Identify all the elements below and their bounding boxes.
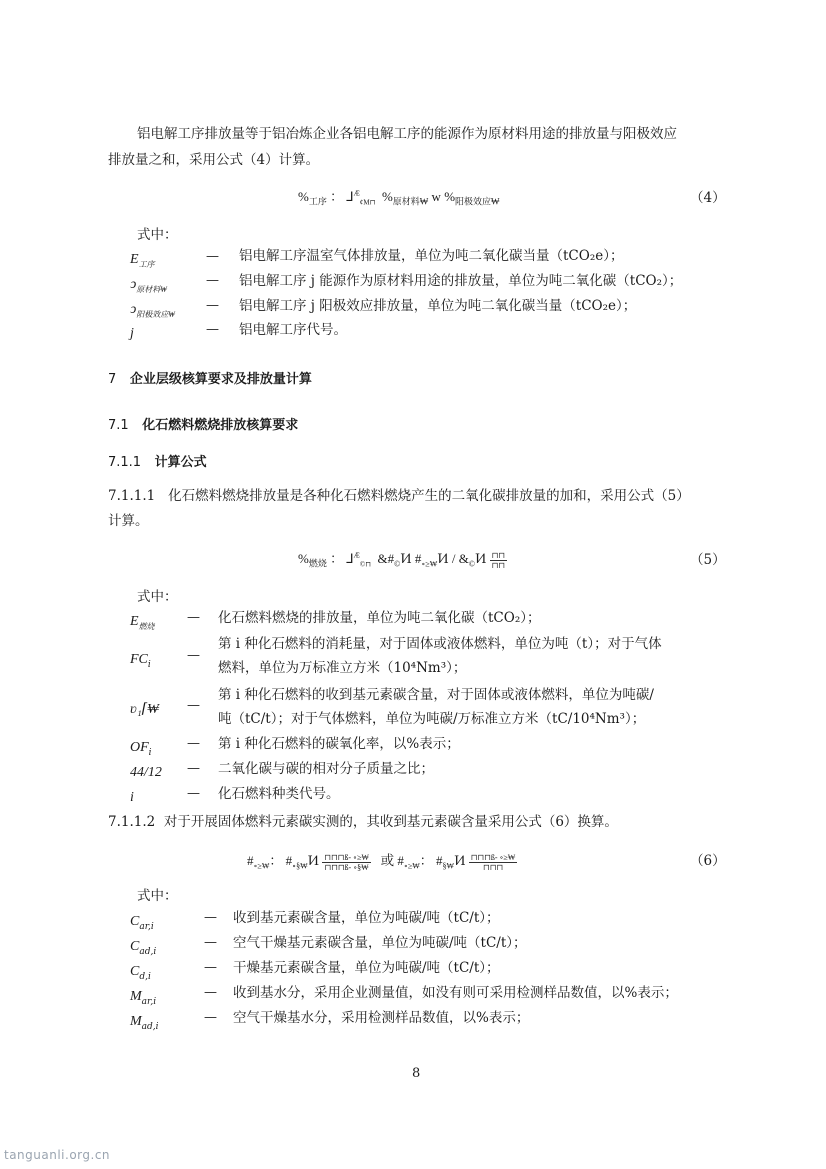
definition-row: $C_{ad,i}$ xyxy=(130,939,157,958)
section-7-heading: 7 企业层级核算要求及排放量计算 xyxy=(108,372,312,387)
para-7-1-1-1-line-1: 7.1.1.1 化石燃料燃烧排放量是各种化石燃料燃烧产生的二氧化碳排放量的加和，采用公式（5） xyxy=(108,488,690,504)
definition-row: $OF_i$ xyxy=(130,740,152,759)
equation-6: $\#_{\circ\ge₩}$： $\#_{\circ\S₩}Ͷ$ $\frac{⊓⊓⊓ß- \circ\ge₩}{⊓⊓⊓ß- \circ\S₩}$ 或 $\#_{\circ\ge₩}$： $\#_{\S₩}Ͷ$ $\frac{⊓⊓⊓ß- \circ\ge₩}{⊓⊓⊓}$ xyxy=(247,852,516,872)
where-label-1: 式中： xyxy=(137,227,178,243)
equation-5-number: （5） xyxy=(690,552,726,568)
equation-5-fraction: $\frac{⊓⊓}{⊓⊓}$ xyxy=(491,550,505,570)
page-number: 8 xyxy=(412,1066,421,1081)
para-7-1-1-1-line-2: 计算。 xyxy=(108,513,149,529)
definition-row: $M_{ar,i}$ xyxy=(130,989,157,1008)
section-7-1-heading: 7.1 化石燃料燃烧排放核算要求 xyxy=(108,418,299,433)
section-7-1-1-heading: 7.1.1 计算公式 xyxy=(108,455,207,470)
definition-row: i xyxy=(130,790,134,805)
definition-row: ↄ$_{原材料₩}$ xyxy=(130,277,167,295)
equation-5: $\%_{燃烧}$ ： ⅃$^Æ_{©⊓}$ $\&\#_©Ͷ$ $\#_{\circ\ge₩}Ͷ$ / $\&_©Ͷ$ $\frac{⊓⊓}{⊓⊓}$ xyxy=(298,550,505,570)
equation-6-fraction-1: $\frac{⊓⊓⊓ß- \circ\ge₩}{⊓⊓⊓ß- \circ\S₩}$ xyxy=(324,852,369,872)
where-label-3: 式中： xyxy=(137,888,178,904)
definition-row: ʋ₁⌈₩ xyxy=(130,702,159,717)
definition-row: $FC_i$ xyxy=(130,652,151,671)
equation-4: $\%_{工序}$ ： ⅃$^Æ_{¢M⊓}$ $\%_{原材料₩}$ w $\%_{阳极效应₩}$ xyxy=(298,189,500,207)
para-7-1-1-2: 7.1.1.2 对于开展固体燃料元素碳实测的，其收到基元素碳含量采用公式（6）换算。 xyxy=(108,814,618,830)
definition-row: $E_{燃烧}$ xyxy=(130,614,155,632)
definition-row: $M_{ad,i}$ xyxy=(130,1014,159,1033)
equation-4-number: （4） xyxy=(690,190,726,206)
watermark: tanguanli.org.cn xyxy=(4,1148,111,1162)
definition-row: $C_{ar,i}$ xyxy=(130,914,154,933)
definition-row: ↄ$_{阳极效应₩}$ xyxy=(130,302,175,320)
definition-row: j xyxy=(130,326,134,341)
equation-6-fraction-2: $\frac{⊓⊓⊓ß- \circ\ge₩}{⊓⊓⊓}$ xyxy=(470,852,516,872)
where-label-2: 式中： xyxy=(137,589,178,605)
definition-row: 44/12 xyxy=(130,765,162,780)
intro-line-2: 排放量之和，采用公式（4）计算。 xyxy=(108,152,320,168)
intro-line-1: 铝电解工序排放量等于铝冶炼企业各铝电解工序的能源作为原材料用途的排放量与阳极效应 xyxy=(137,126,677,142)
definition-row: $E_{工序}$ xyxy=(130,252,155,270)
equation-6-number: （6） xyxy=(690,853,726,869)
definition-row: $C_{d,i}$ xyxy=(130,964,151,983)
